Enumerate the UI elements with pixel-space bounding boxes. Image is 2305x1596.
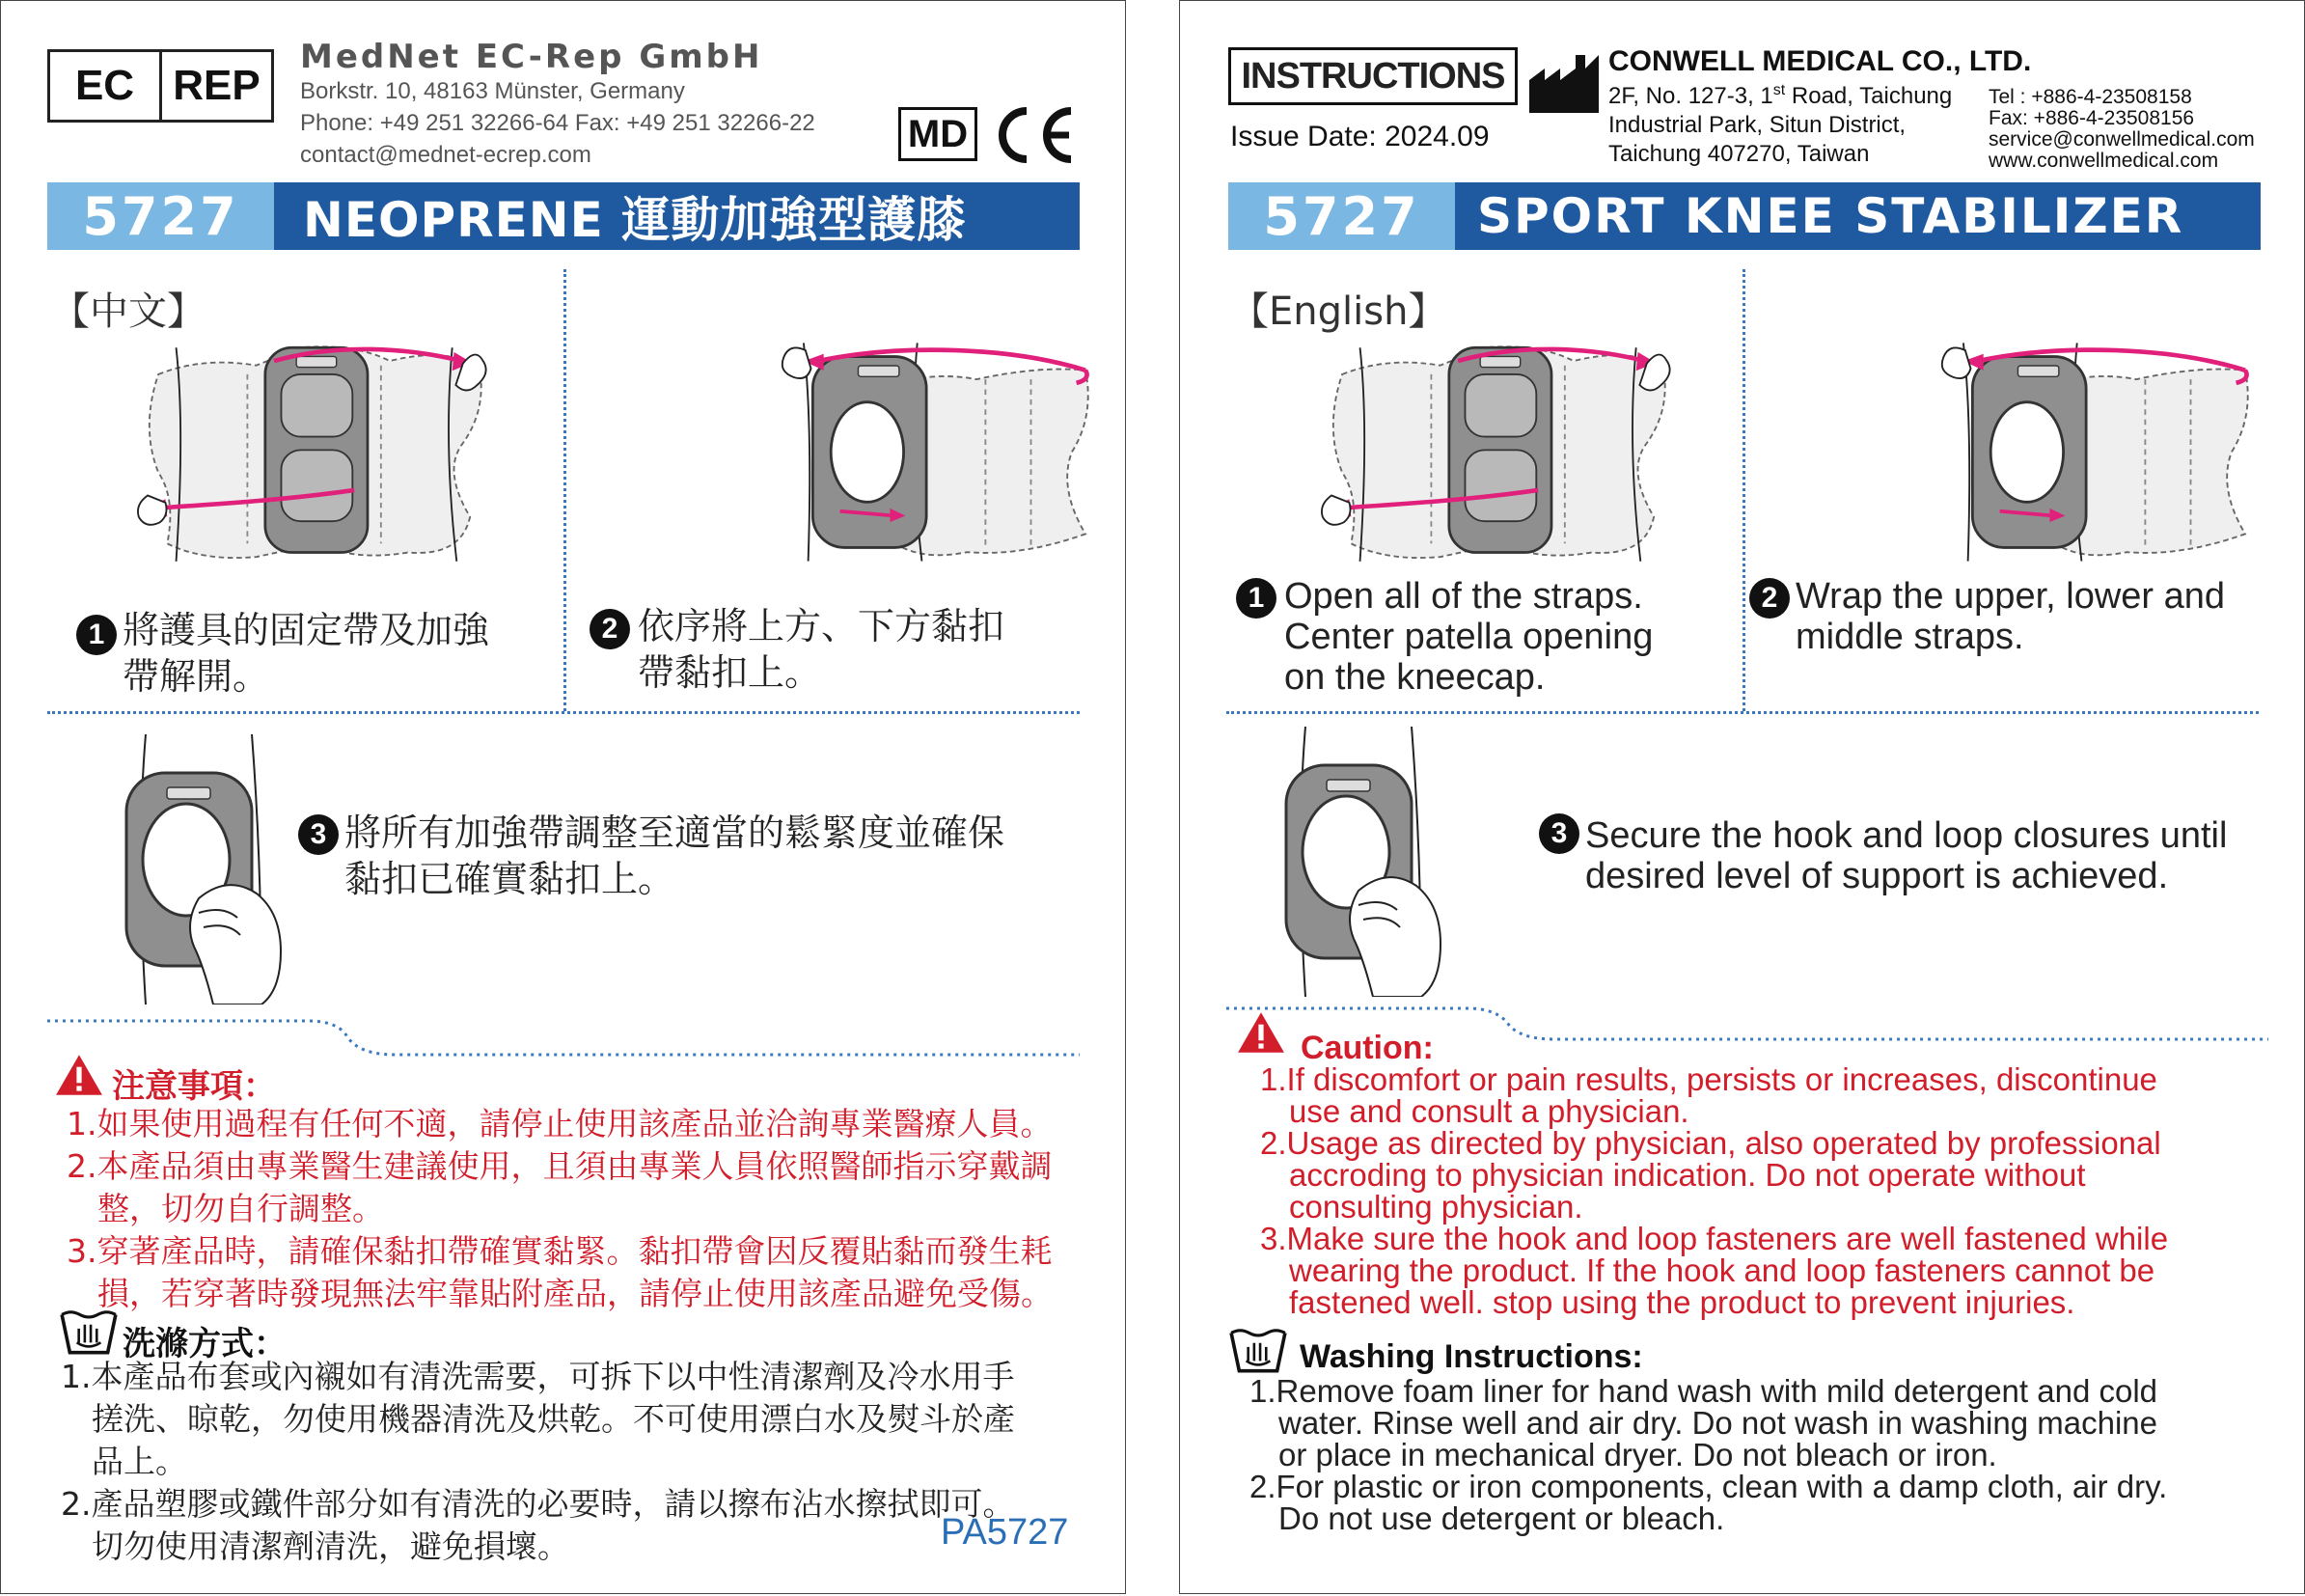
manufacturer-web: www.conwellmedical.com [1989, 150, 2219, 172]
column-divider [563, 269, 566, 711]
caution-item-2: 2.Usage as directed by physician, also operated by professional [1260, 1125, 2161, 1161]
issue-date: Issue Date: 2024.09 [1230, 121, 1490, 152]
row-divider [47, 711, 1080, 714]
manufacturer-icon [1527, 51, 1601, 115]
product-title-bar [1228, 182, 2261, 250]
caution-list [67, 1103, 1053, 1315]
wash-item-2-cont: 切勿使用清潔劑清洗，避免損壞。 [92, 1527, 569, 1565]
step2-line2: 帶黏扣上。 [638, 651, 822, 694]
ce-mark-icon [990, 105, 1077, 165]
ec-rep-symbol [47, 49, 274, 123]
manufacturer-address-1: 2F, No. 127-3, 1st Road, Taichung [1608, 82, 1953, 109]
wash-item-2-cont: Do not use detergent or bleach. [1278, 1500, 1725, 1536]
section-divider-curve [47, 1016, 1080, 1059]
caution-item-2-cont2: consulting physician. [1289, 1189, 1583, 1225]
manufacturer-email: service@conwellmedical.com [1989, 128, 2255, 151]
step3-number: 3 [298, 814, 339, 855]
wash-item-1-cont: 搓洗、晾乾，勿使用機器清洗及烘乾。不可使用漂白水及熨斗於產 [92, 1400, 1015, 1438]
step2-text [638, 603, 1004, 696]
wash-item-1-cont2: or place in mechanical dryer. Do not bleach or iron. [1278, 1437, 1997, 1472]
washing-title: Washing Instructions: [1300, 1338, 1643, 1375]
caution-item-3-cont: wearing the product. If the hook and loop fasteners cannot be [1289, 1252, 2155, 1288]
product-number: 5727 [47, 182, 274, 250]
caution-item-2-cont: accroding to physician indication. Do not operate without [1289, 1157, 2086, 1193]
ec-rep-address: Borkstr. 10, 48163 Münster, Germany [300, 78, 685, 104]
chinese-leaflet [0, 0, 1126, 1594]
step3-line2: desired level of support is achieved. [1585, 856, 2169, 896]
wash-item-1: 1.Remove foam liner for hand wash with mild detergent and cold [1249, 1373, 2157, 1409]
wash-item-2: 2.產品塑膠或鐵件部分如有清洗的必要時，請以擦布沾水擦拭即可。 [61, 1485, 1015, 1523]
wash-item-2: 2.For plastic or iron components, clean with a damp cloth, air dry. [1249, 1469, 2168, 1504]
caution-item-3-cont: 損，若穿著時發現無法牢靠貼附產品，請停止使用該產品避免受傷。 [97, 1275, 1053, 1312]
step2-line1: Wrap the upper, lower and [1796, 576, 2226, 617]
step2-number: 2 [1749, 578, 1790, 619]
product-title-bar [47, 182, 1080, 250]
english-leaflet [1179, 0, 2305, 1594]
product-code: PA5727 [941, 1512, 1069, 1553]
step3-illustration [107, 734, 300, 1004]
ec-rep-company-name: MedNet EC-Rep GmbH [300, 38, 763, 76]
caution-item-1: 1.If discomfort or pain results, persists or increases, discontinue [1260, 1061, 2157, 1097]
manufacturer-tel: Tel : +886-4-23508158 [1989, 86, 2192, 108]
ec-rep-symbol-rep: REP [159, 52, 271, 120]
row-divider [1226, 711, 2259, 714]
step1-number: 1 [1236, 578, 1276, 619]
wash-item-1-cont: water. Rinse well and air dry. Do not wash in washing machine [1278, 1405, 2157, 1441]
language-label: 【English】 [1230, 289, 1447, 334]
step1-line2: Center patella opening [1284, 617, 1654, 657]
product-title: NEOPRENE 運動加強型護膝 [303, 192, 967, 248]
wash-item-1-cont2: 品上。 [92, 1443, 187, 1480]
caution-item-3: 3.穿著產品時，請確保黏扣帶確實黏緊。黏扣帶會因反覆貼黏而發生耗 [67, 1232, 1053, 1270]
caution-list [1260, 1063, 2168, 1318]
step3-text [1585, 815, 2227, 896]
caution-title: Caution: [1301, 1030, 1434, 1066]
ec-rep-email: contact@mednet-ecrep.com [300, 142, 591, 168]
ec-rep-phone: Phone: +49 251 32266-64 Fax: +49 251 32266-22 [300, 110, 815, 136]
step1-number: 1 [76, 615, 117, 655]
step3-number: 3 [1539, 813, 1579, 854]
column-divider [1742, 269, 1745, 711]
step2-line2: middle straps. [1796, 617, 2024, 657]
manufacturer-address-3: Taichung 407270, Taiwan [1608, 141, 1870, 167]
caution-item-2-cont: 整，切勿自行調整。 [97, 1190, 384, 1227]
washing-icon [59, 1308, 119, 1357]
product-title: SPORT KNEE STABILIZER [1477, 188, 2184, 244]
manufacturer-name: CONWELL MEDICAL CO., LTD. [1608, 45, 2032, 77]
caution-title: 注意事項： [112, 1067, 276, 1106]
step1-line1: Open all of the straps. [1284, 576, 1643, 617]
instructions-label: INSTRUCTIONS [1228, 47, 1518, 105]
ec-rep-symbol-ec: EC [74, 62, 135, 109]
warning-icon [54, 1053, 104, 1097]
product-number: 5727 [1228, 182, 1455, 250]
step3-text [344, 810, 1004, 902]
manufacturer-address-2: Industrial Park, Situn District, [1608, 112, 1907, 138]
caution-item-2: 2.本產品須由專業醫生建議使用，且須由專業人員依照醫師指示穿戴調 [67, 1147, 1053, 1185]
step3-line2: 黏扣已確實黏扣上。 [344, 858, 675, 900]
caution-item-1-cont: use and consult a physician. [1289, 1093, 1689, 1129]
step3-illustration [1267, 727, 1460, 997]
step2-line1: 依序將上方、下方黏扣 [638, 605, 1005, 647]
step2-text [1796, 576, 2225, 657]
md-mark: MD [898, 107, 977, 161]
step1-illustration [1262, 339, 1725, 570]
washing-title: 洗滌方式： [123, 1325, 287, 1363]
washing-list [1249, 1375, 2167, 1534]
step1-line3: on the kneecap. [1284, 657, 1546, 698]
step1-illustration [78, 339, 541, 570]
step1-line2: 帶解開。 [123, 655, 270, 698]
language-label: 【中文】 [51, 289, 206, 334]
caution-item-3: 3.Make sure the hook and loop fasteners are well fastened while [1260, 1221, 2169, 1256]
step1-line1: 將護具的固定帶及加強 [123, 609, 490, 651]
washing-list [61, 1356, 1015, 1568]
manufacturer-fax: Fax: +886-4-23508156 [1989, 107, 2195, 129]
step1-text [1284, 576, 1653, 698]
wash-item-1: 1.本產品布套或內襯如有清洗需要，可拆下以中性清潔劑及冷水用手 [61, 1358, 1015, 1395]
step3-line1: 將所有加強帶調整至適當的鬆緊度並確保 [344, 812, 1005, 854]
caution-item-3-cont2: fastened well. stop using the product to prevent injuries. [1289, 1284, 2075, 1320]
step3-line1: Secure the hook and loop closures until [1585, 815, 2228, 856]
step2-number: 2 [590, 609, 630, 649]
step2-illustration [1855, 334, 2290, 570]
step2-illustration [696, 334, 1130, 570]
washing-icon [1228, 1327, 1288, 1375]
warning-icon [1236, 1010, 1286, 1055]
caution-item-1: 1.如果使用過程有任何不適，請停止使用該產品並洽詢專業醫療人員。 [67, 1105, 1053, 1142]
step1-text [123, 607, 489, 700]
